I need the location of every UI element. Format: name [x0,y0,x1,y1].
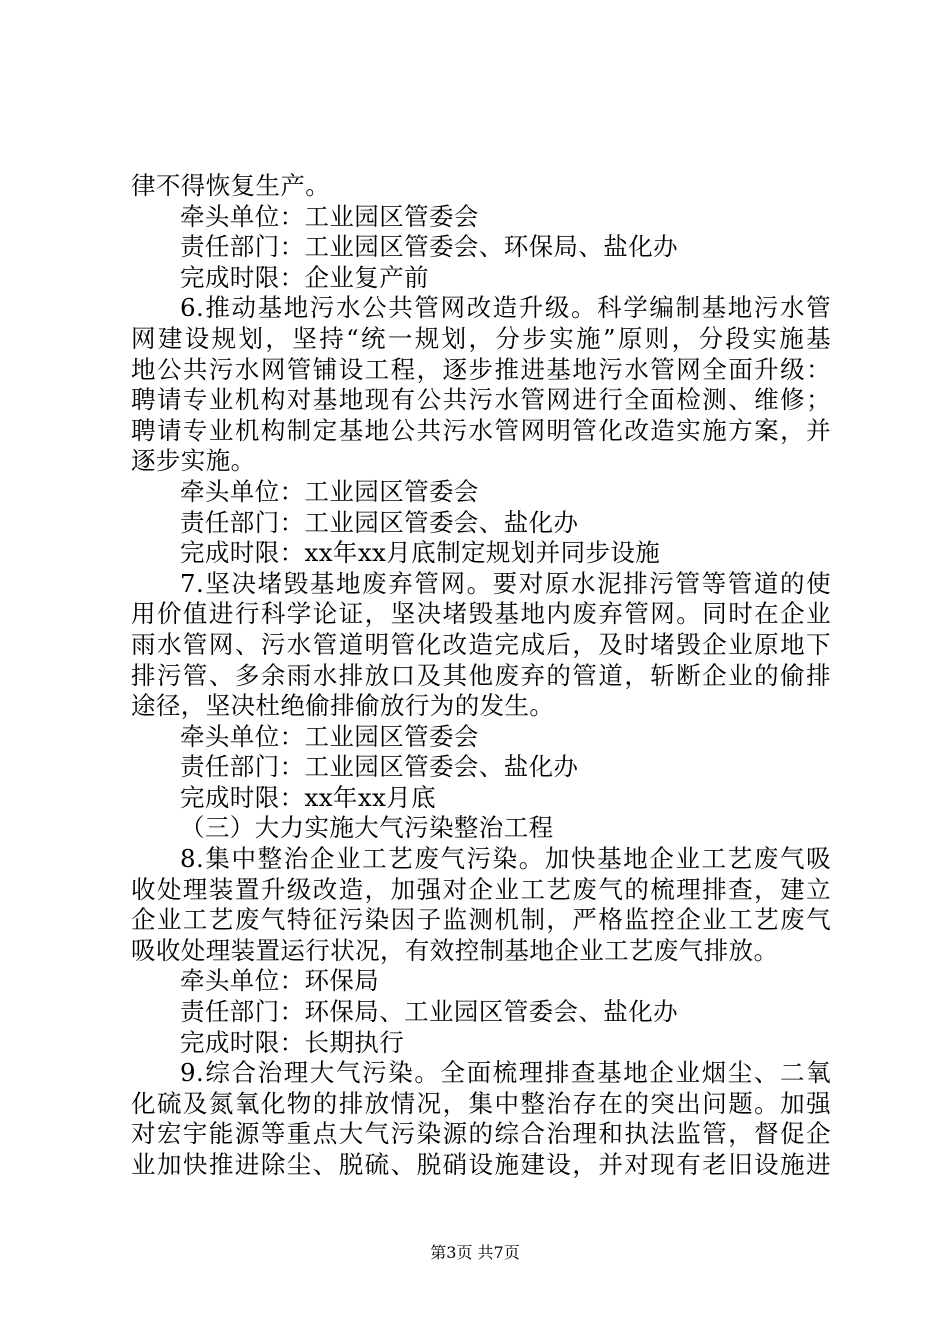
text-line: 网建设规划，坚持“统一规划，分步实施”原则，分段实施基 [131,323,831,353]
text-line: 排污管、多余雨水排放口及其他废弃的管道，斩断企业的偷排 [131,660,831,690]
text-line: 地公共污水网管铺设工程，逐步推进基地污水管网全面升级： [131,354,831,384]
text-line: 牵头单位：工业园区管委会 [180,721,479,751]
text-line: 聘请专业机构对基地现有公共污水管网进行全面检测、维修； [131,385,831,415]
text-line: 完成时限：xx年xx月底制定规划并同步设施 [180,538,661,568]
text-line: 完成时限：长期执行 [180,1027,405,1057]
text-line: 9.综合治理大气污染。全面梳理排查基地企业烟尘、二氧 [180,1058,831,1088]
text-line: 牵头单位：工业园区管委会 [180,476,479,506]
text-line: 收处理装置升级改造，加强对企业工艺废气的梳理排查，建立 [131,874,831,904]
text-line: （三）大力实施大气污染整治工程 [180,813,554,843]
text-line: 雨水管网、污水管道明管化改造完成后，及时堵毁企业原地下 [131,629,831,659]
text-line: 责任部门：工业园区管委会、盐化办 [180,507,579,537]
text-line: 牵头单位：工业园区管委会 [180,201,479,231]
text-line: 责任部门：工业园区管委会、盐化办 [180,752,579,782]
text-line: 律不得恢复生产。 [131,171,331,200]
text-line: 逐步实施。 [131,446,256,476]
text-line: 责任部门：环保局、工业园区管委会、盐化办 [180,997,678,1027]
text-line: 牵头单位：环保局 [180,966,380,996]
text-line: 业加快推进除尘、脱硫、脱硝设施建设，并对现有老旧设施进 [131,1150,831,1179]
text-line: 对宏宇能源等重点大气污染源的综合治理和执法监管，督促企 [131,1119,831,1149]
text-line: 责任部门：工业园区管委会、环保局、盐化办 [180,232,678,262]
text-line: 聘请专业机构制定基地公共污水管网明管化改造实施方案，并 [131,415,831,445]
text-line: 完成时限：xx年xx月底 [180,782,437,812]
text-line: 吸收处理装置运行状况，有效控制基地企业工艺废气排放。 [131,935,779,965]
text-line: 8.集中整治企业工艺废气污染。加快基地企业工艺废气吸 [180,844,831,874]
text-line: 完成时限：企业复产前 [180,262,429,292]
text-line: 6.推动基地污水公共管网改造升级。科学编制基地污水管 [180,293,831,323]
page-footer: 第3页 共7页 [430,1243,520,1262]
text-line: 用价值进行科学论证，坚决堵毁基地内废弃管网。同时在企业 [131,599,831,629]
text-line: 7.坚决堵毁基地废弃管网。要对原水泥排污管等管道的使 [180,568,831,598]
text-line: 化硫及氮氧化物的排放情况，集中整治存在的突出问题。加强 [131,1088,831,1118]
text-line: 途径，坚决杜绝偷排偷放行为的发生。 [131,691,555,721]
document-body [131,171,831,1181]
text-line: 企业工艺废气特征污染因子监测机制，严格监控企业工艺废气 [131,905,831,935]
